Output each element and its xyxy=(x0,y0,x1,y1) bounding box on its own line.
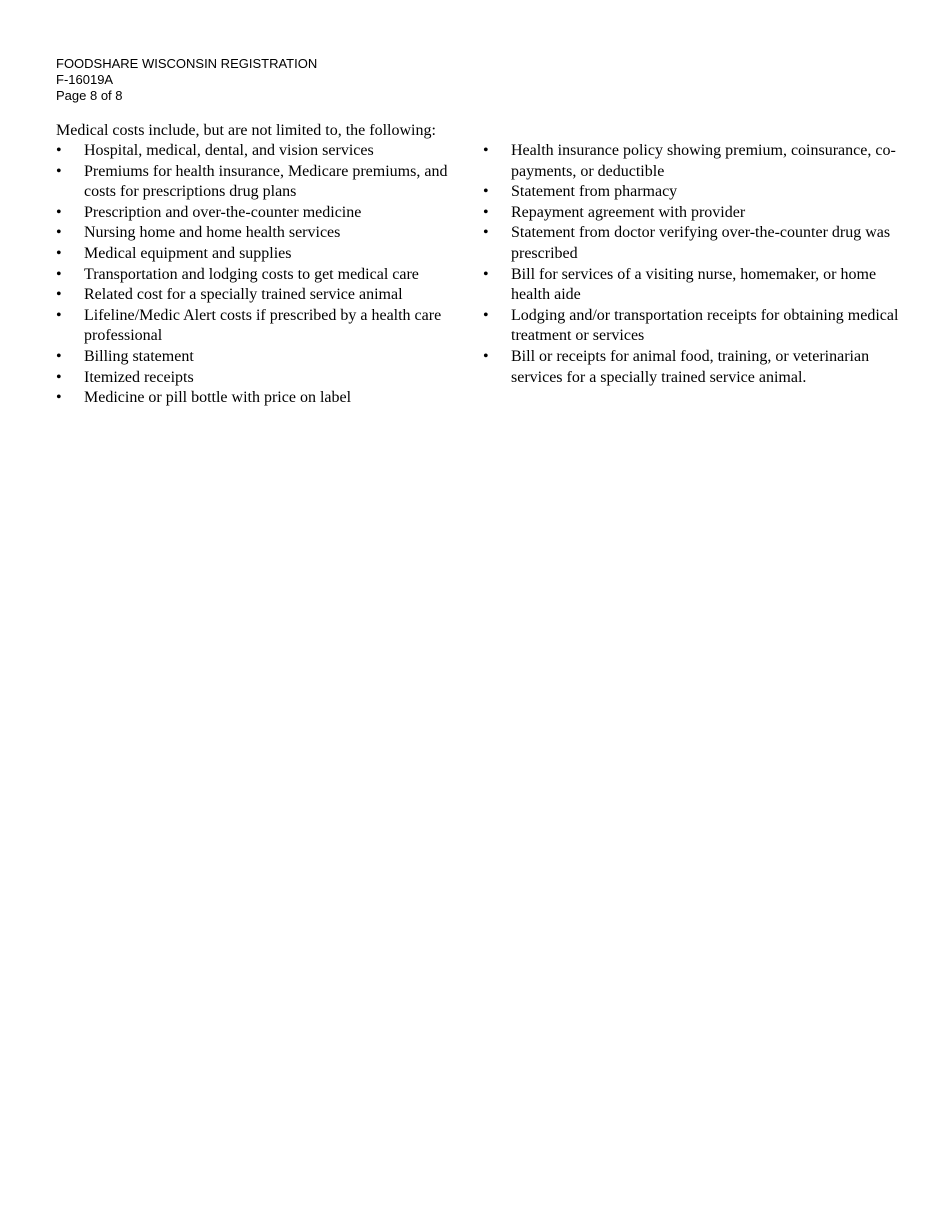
list-item-text: Hospital, medical, dental, and vision services xyxy=(84,142,374,159)
list-item-text: Prescription and over-the-counter medicine xyxy=(84,203,362,221)
bullet-icon xyxy=(56,223,70,244)
list-item xyxy=(483,141,903,182)
list-item-text: Statement from doctor verifying over-the-counter drug was prescribed xyxy=(511,224,891,262)
list-item-text: Related cost for a specially trained service animal xyxy=(84,286,403,304)
list-item-text: Medicine or pill bottle with price on label xyxy=(84,389,352,407)
list-item-text: Health insurance policy showing premium, coinsurance, co-payments, or deductible xyxy=(511,142,896,180)
list-item-text: Bill or receipts for animal food, training, or veterinarian services for a specially trained service animal. xyxy=(511,347,870,386)
list-item xyxy=(56,223,476,244)
bullet-icon xyxy=(483,223,497,244)
list-item xyxy=(483,203,903,224)
list-item xyxy=(56,203,476,224)
bullet-icon xyxy=(56,141,70,162)
bullet-icon xyxy=(56,244,70,265)
list-item xyxy=(483,347,903,388)
list-item xyxy=(483,223,903,264)
list-item-text: Itemized receipts xyxy=(84,368,194,386)
list-item-text: Statement from pharmacy xyxy=(511,183,678,201)
list-item-text: Lodging and/or transportation receipts for obtaining medical treatment or services xyxy=(511,306,899,345)
list-item-text: Lifeline/Medic Alert costs if prescribed by a health care professional xyxy=(84,306,442,345)
list-item xyxy=(56,141,476,162)
bullet-icon xyxy=(483,347,497,368)
bullet-icon xyxy=(56,368,70,389)
bullet-icon xyxy=(56,388,70,409)
list-item xyxy=(483,265,903,306)
form-title: FOODSHARE WISCONSIN REGISTRATION xyxy=(56,56,318,71)
bullet-icon xyxy=(483,265,497,286)
bullet-icon xyxy=(56,162,70,183)
list-item-text: Repayment agreement with provider xyxy=(511,203,746,221)
list-item xyxy=(56,265,476,286)
list-item-text: Bill for services of a visiting nurse, homemaker, or home health aide xyxy=(511,265,877,304)
list-item-text: Premiums for health insurance, Medicare premiums, and costs for prescriptions drug plans xyxy=(84,162,448,201)
list-item xyxy=(56,285,476,306)
list-item xyxy=(483,306,903,347)
bullet-icon xyxy=(56,265,70,286)
bullet-icon xyxy=(56,306,70,327)
form-number: F-16019A xyxy=(56,72,114,87)
list-item xyxy=(56,162,476,203)
form-header xyxy=(56,56,317,104)
bullet-icon xyxy=(56,347,70,368)
list-item-text: Billing statement xyxy=(84,347,194,365)
bullet-icon xyxy=(483,141,497,162)
page-number: Page 8 of 8 xyxy=(56,88,123,103)
list-item xyxy=(56,347,476,368)
bullet-icon xyxy=(483,203,497,224)
bullet-icon xyxy=(483,182,497,203)
medical-costs-list-right xyxy=(483,141,903,388)
list-item xyxy=(56,368,476,389)
list-item-text: Nursing home and home health services xyxy=(84,224,341,242)
list-item xyxy=(56,388,476,409)
list-item-text: Transportation and lodging costs to get medical care xyxy=(84,265,419,283)
bullet-icon xyxy=(483,306,497,327)
bullet-icon xyxy=(56,285,70,306)
medical-costs-list-left xyxy=(56,141,476,409)
bullet-icon xyxy=(56,203,70,224)
list-item xyxy=(56,306,476,347)
list-item-text: Medical equipment and supplies xyxy=(84,244,292,262)
list-item xyxy=(483,182,903,203)
list-item xyxy=(56,244,476,265)
intro-text: Medical costs include, but are not limited to, the following: xyxy=(56,122,436,139)
